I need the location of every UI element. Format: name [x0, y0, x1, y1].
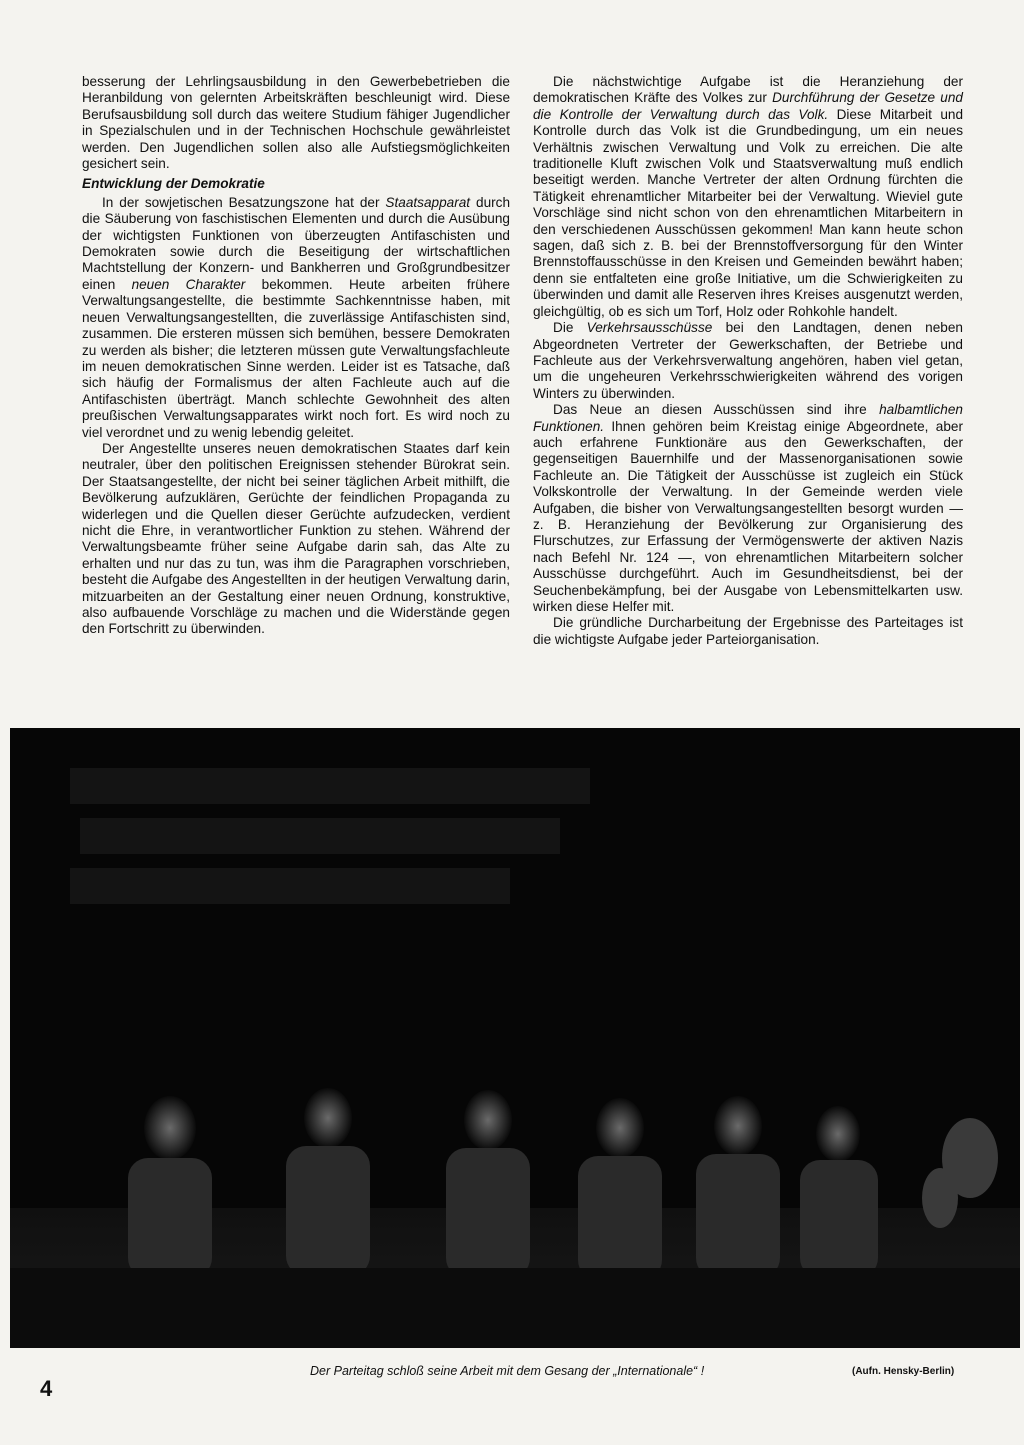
paragraph: Das Neue an diesen Ausschüssen sind ihre halbamtlichen Funktionen. Ihnen gehören beim Kreistag einige Abgeordnete, aber auch erfahrene Funktionäre aus den Gewerkschaften, der gegenseitigen Bauernhilfe und der Massenorganisationen sowie Fachleute an. Die Tätigkeit der Ausschüsse ist zugleich ein Stück Volkskontrolle der Verwaltung. In der Gemeinde werden viele Aufgaben, die bisher von Verwaltungsangestellten besorgt wurden — z. B. Heranziehung der Bevölkerung zur Organisierung des Flurschutzes, zur Erfassung der Vermögenswerte der aktiven Nazis nach Befehl Nr. 124 —, von ehrenamtlichen Mitarbeitern solcher Ausschüsse durchgeführt. Auch im Gesundheitsdienst, bei der Seuchenbekämpfung, bei der Ausgabe von Lebensmittelkarten usw. wirken diese Helfer mit. [533, 402, 963, 614]
paragraph: Der Angestellte unseres neuen demokratischen Staates darf kein neutraler, über den politischen Ereignissen stehender Bürokrat sein. Der Staatsangestellte, der nicht bei seiner täglichen Arbeit mithilft, die Bevölkerung aufzuklären, Gerüchte der feindlichen Propaganda zu widerlegen und die Quellen dieser Gerüchte aufzudecken, verdient nicht die Ehre, in verantwortlicher Funktion zu stehen. Während der Verwaltungsbeamte früher seine Aufgabe darin sah, das Alte zu erhalten und nur das zu tun, was ihm die Paragraphen vorschrieben, besteht die Aufgabe des Angestellten in der heutigen Verwaltung darin, mitzuarbeiten an der Gestaltung einer neuen Ordnung, konstruktive, also aufbauende Vorschläge zu machen und die Widerstände gegen den Fortschritt zu überwinden. [82, 440, 510, 637]
paragraph: Die gründliche Durcharbeitung der Ergebnisse des Parteitages ist die wichtigste Aufgabe jeder Parteiorganisation. [533, 615, 963, 647]
party-congress-photo [10, 728, 1020, 1348]
paragraph: Die nächstwichtige Aufgabe ist die Heranziehung der demokratischen Kräfte des Volkes zur Durchführung der Gesetze und die Kontrolle der Verwaltung durch das Volk. Diese Mitarbeit und Kontrolle durch das Volk ist die Grundbedingung, um ein neues Verhältnis zwischen Verwaltung und Volk zu erreichen. Die alte traditionelle Kluft zwischen Volk und Staatsverwaltung muß endlich beseitigt werden. Manche Vertreter der alten Ordnung fürchten die Tätigkeit ehrenamtlicher Mitarbeiter bei der Verwaltung. Wieviel gute Vorschläge sind nicht schon von den ehrenamtlichen Mitarbeitern in den verschiedenen Ausschüssen gekommen! Man kann heute schon sagen, daß sich z. B. bei der Brennstoffversorgung für den Winter Brennstoffausschüsse in den Kreisen und Gemeinden bewährt haben; denn sie entfalteten eine große Initiative, um die Schwierigkeiten zu überwinden und damit alle Reserven ihres Kreises ausgenutzt werden, gleichgültig, ob es sich um Torf, Holz oder Rohkohle handelt. [533, 74, 963, 319]
paragraph: In der sowjetischen Besatzungszone hat der Staatsapparat durch die Säuberung von faschistischen Elementen und durch die Ausübung der wichtigsten Funktionen von überzeugten Antifaschisten und Demokraten sowie durch die Beseitigung der wirtschaftlichen Machtstellung der Konzern- und Bankherren und Großgrundbesitzer einen neuen Charakter bekommen. Heute arbeiten frühere Verwaltungsangestellte, die bestimmte Sachkenntnisse haben, mit neuen Verwaltungsangestellten, die zuverlässige Antifaschisten sind, zusammen. Die ersteren müssen sich bemühen, bessere Demokraten zu werden als bisher; die letzteren müssen gute Verwaltungsfachleute im neuen demokratischen Sinne werden. Leider ist es Tatsache, daß sich häufig der Formalismus der alten Fachleute auch auf die Antifaschisten überträgt. Manch schlechte Gewohnheit des alten preußischen Verwaltungsapparates wirkt noch fort. Es wird noch zu viel verordnet und zu wenig lebendig geleitet. [82, 194, 511, 440]
left-column [82, 74, 510, 638]
paragraph: besserung der Lehrlingsausbildung in den Gewerbebetrieben die Heranbildung von gelernten Arbeitskräften beschleunigt wird. Diese Berufsausbildung soll durch das weitere Studium fähiger Jugendlicher in Spezialschulen und in der Technischen Hochschule gewährleistet werden. Den Jugendlichen sollen also alle Aufstiegsmöglichkeiten gesichert sein. [82, 74, 510, 172]
right-column [533, 74, 963, 648]
page-number: 4 [40, 1376, 53, 1401]
photo-caption: Der Parteitag schloß seine Arbeit mit dem Gesang der „Internationale“ ! [310, 1364, 705, 1378]
paragraph: Die Verkehrsausschüsse bei den Landtagen, denen neben Abgeordneten Vertreter der Gewerkschaften, der Betriebe und Fachleute aus der Verkehrsverwaltung angehören, haben viel getan, um die ungeheuren Verkehrsschwierigkeiten während des vorigen Winters zu überwinden. [533, 320, 963, 401]
photo-credit: (Aufn. Hensky-Berlin) [852, 1366, 955, 1377]
section-heading: Entwicklung der Demokratie [82, 176, 265, 192]
